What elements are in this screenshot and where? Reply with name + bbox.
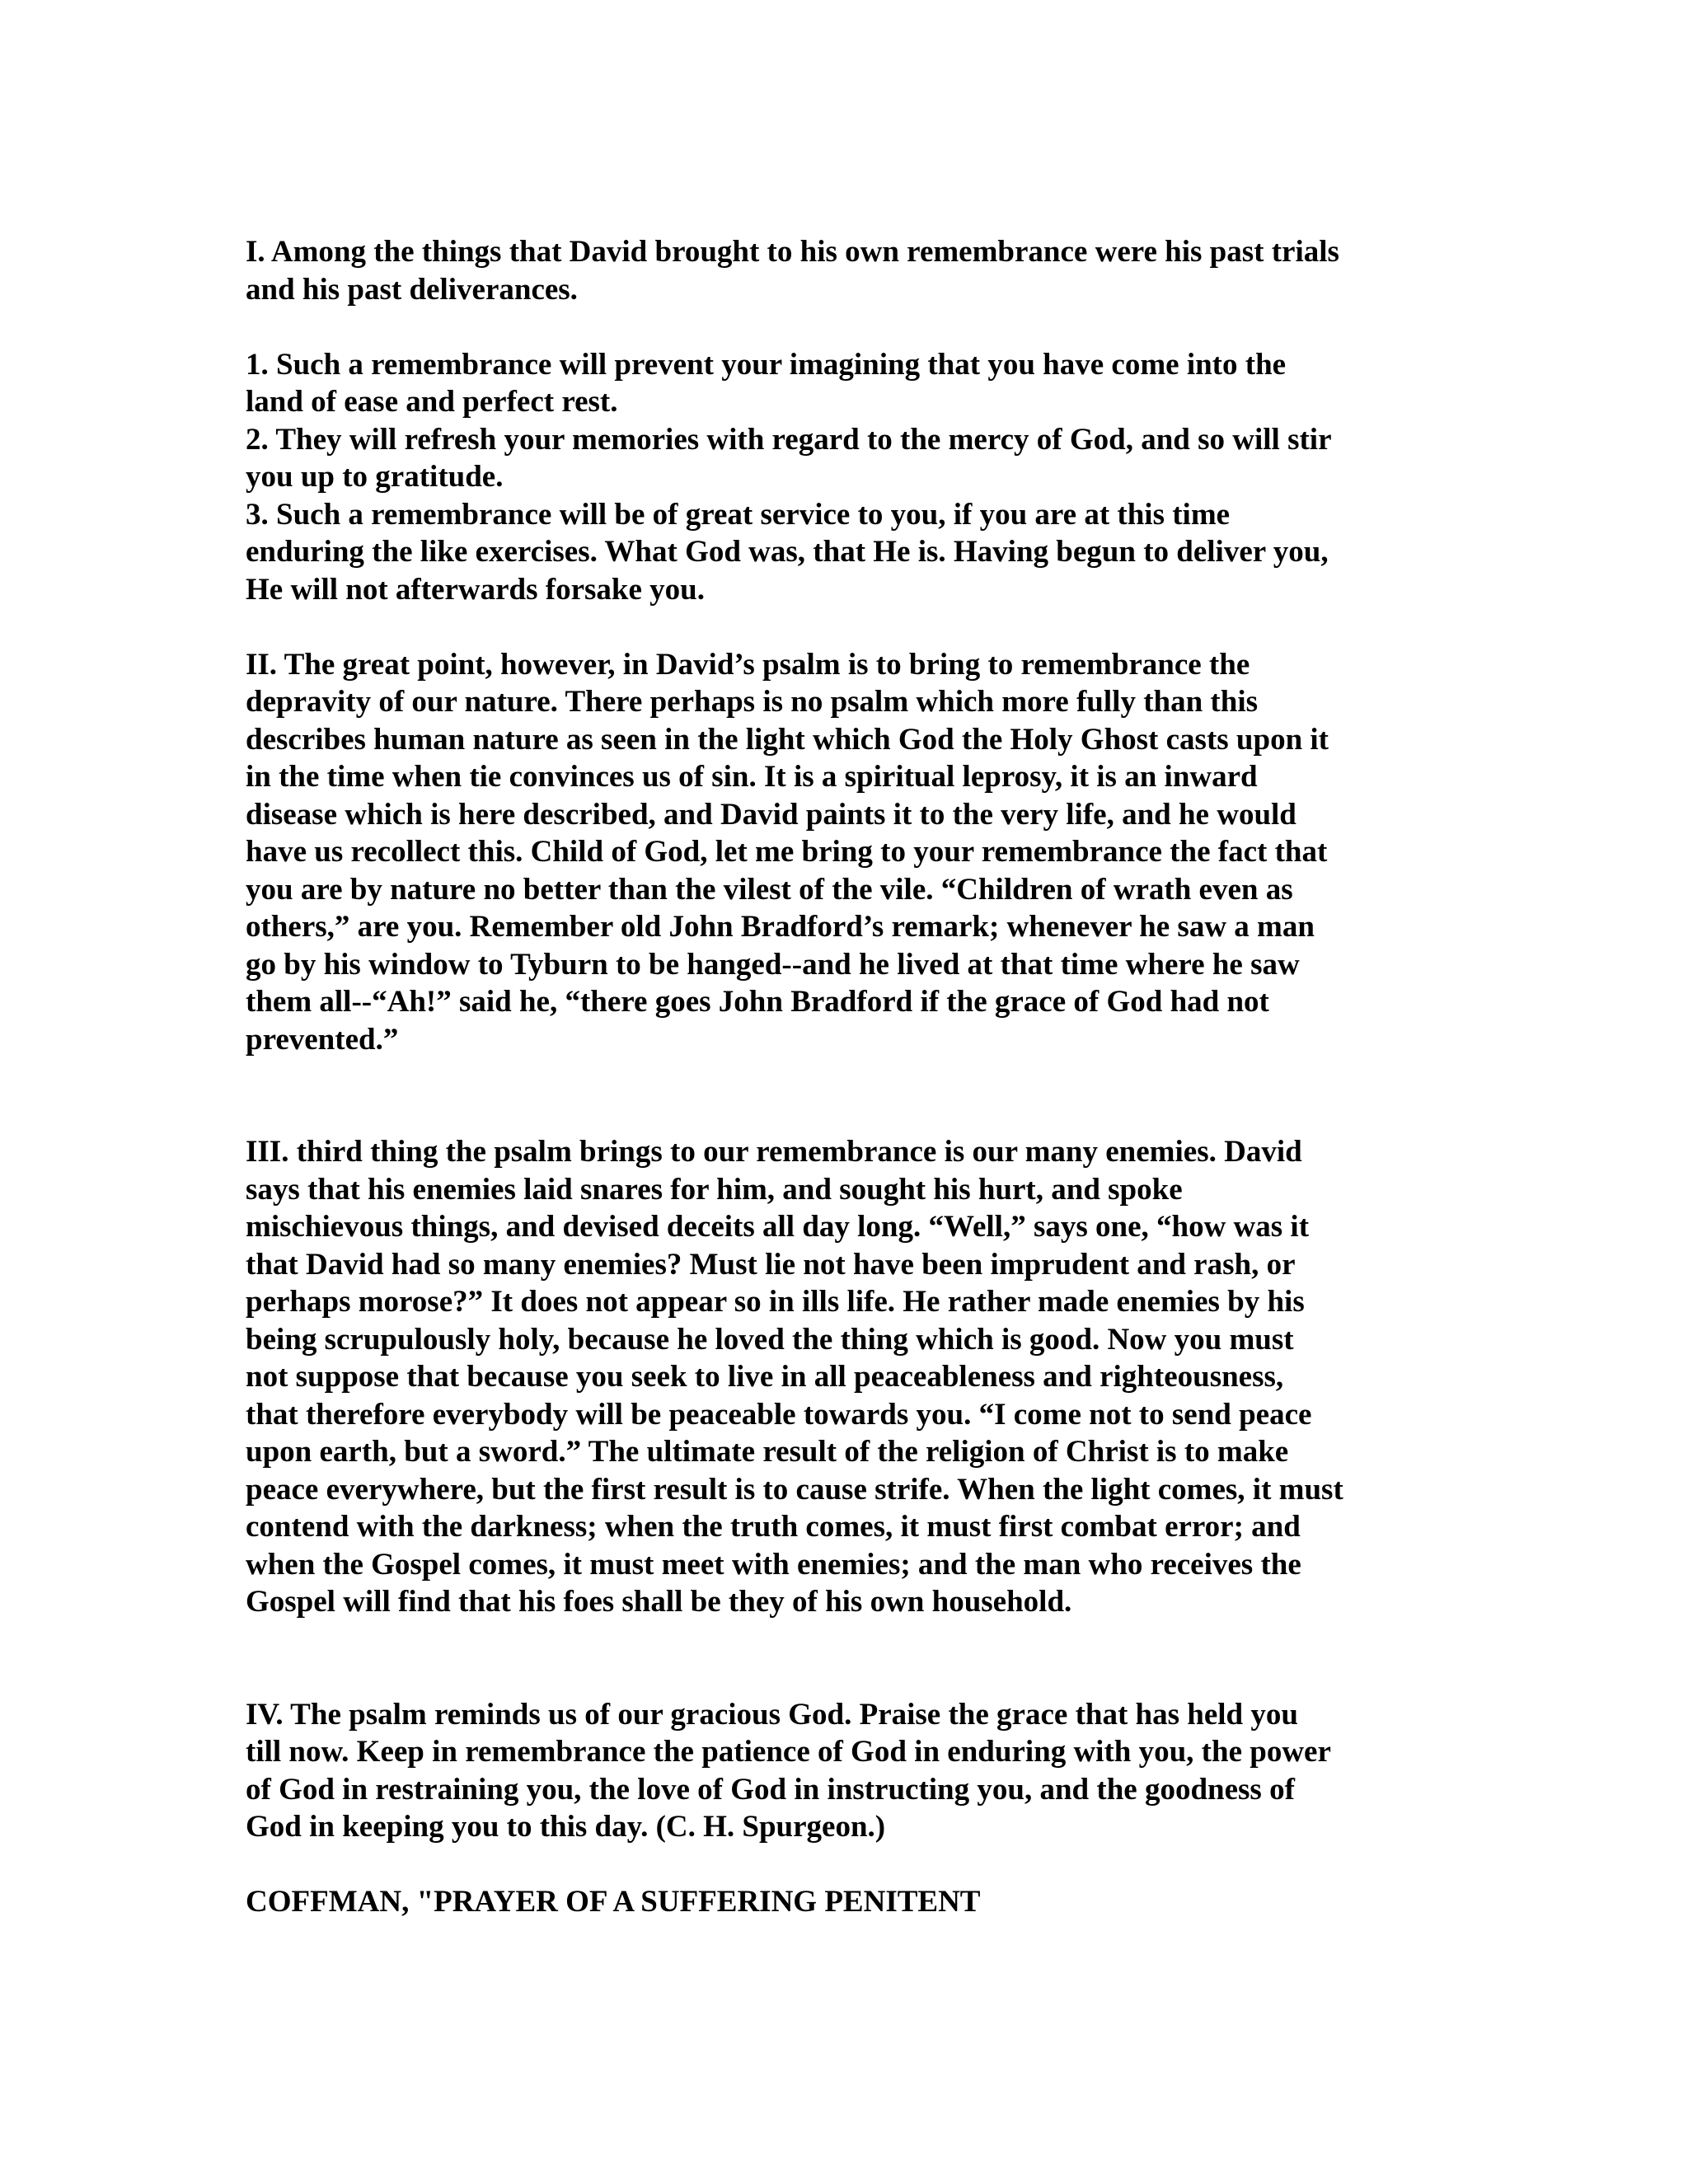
text-line: not suppose that because you seek to live in all peaceableness and righteousness, [246,1360,1284,1394]
paragraph-section-3 [246,1133,1449,1621]
text-line: prevented.” [246,1022,399,1057]
text-line: mischievous things, and devised deceits all day long. “Well,” says one, “how was it [246,1210,1310,1244]
paragraph-section-1-heading [246,233,1449,308]
paragraph-spacer [246,308,1449,346]
text-line: of God in restraining you, the love of God in instructing you, and the goodness of [246,1772,1295,1807]
text-line: depravity of our nature. There perhaps is no psalm which more fully than this [246,685,1258,719]
text-line: contend with the darkness; when the truth comes, it must first combat error; and [246,1510,1301,1544]
paragraph-coffman-heading [246,1883,1449,1921]
text-line: COFFMAN, "PRAYER OF A SUFFERING PENITENT [246,1885,981,1919]
text-line: that therefore everybody will be peaceable towards you. “I come not to send peace [246,1397,1312,1432]
text-line: III. third thing the psalm brings to our remembrance is our many enemies. David [246,1135,1302,1169]
text-line: 1. Such a remembrance will prevent your imagining that you have come into the [246,347,1287,382]
text-line: upon earth, but a sword.” The ultimate result of the religion of Christ is to make [246,1435,1289,1469]
text-line: II. The great point, however, in David’s psalm is to bring to remembrance the [246,647,1250,682]
text-line: 2. They will refresh your memories with regard to the mercy of God, and so will stir [246,422,1332,457]
text-line: perhaps morose?” It does not appear so in ills life. He rather made enemies by his [246,1285,1305,1319]
paragraph-section-1-points [246,346,1449,609]
text-line: have us recollect this. Child of God, let me bring to your remembrance the fact that [246,835,1328,869]
text-line: that David had so many enemies? Must lie not have been imprudent and rash, or [246,1247,1296,1282]
text-line: peace everywhere, but the first result is to cause strife. When the light comes, it must [246,1472,1343,1507]
text-line: God in keeping you to this day. (C. H. Spurgeon.) [246,1810,886,1844]
text-line: Gospel will find that his foes shall be they of his own household. [246,1585,1072,1619]
text-line: He will not afterwards forsake you. [246,572,705,607]
paragraph-spacer [246,1058,1449,1133]
text-line: till now. Keep in remembrance the patience of God in enduring with you, the power [246,1735,1331,1769]
text-line: you up to gratitude. [246,460,504,494]
document-body [246,233,1449,1921]
text-line: and his past deliverances. [246,272,578,307]
paragraph-spacer [246,1846,1449,1884]
text-line: I. Among the things that David brought to his own remembrance were his past trials [246,235,1339,269]
text-line: others,” are you. Remember old John Bradford’s remark; whenever he saw a man [246,910,1315,944]
text-line: describes human nature as seen in the light which God the Holy Ghost casts upon it [246,722,1329,757]
text-line: 3. Such a remembrance will be of great service to you, if you are at this time [246,497,1231,532]
text-line: disease which is here described, and David paints it to the very life, and he would [246,797,1296,832]
text-line: in the time when tie convinces us of sin. It is a spiritual leprosy, it is an inward [246,760,1258,794]
text-line: when the Gospel comes, it must meet with enemies; and the man who receives the [246,1547,1301,1582]
text-line: you are by nature no better than the vilest of the vile. “Children of wrath even as [246,872,1293,907]
text-line: go by his window to Tyburn to be hanged--and he lived at that time where he saw [246,947,1300,982]
text-line: says that his enemies laid snares for him, and sought his hurt, and spoke [246,1172,1183,1207]
text-line: IV. The psalm reminds us of our gracious God. Praise the grace that has held you [246,1697,1298,1732]
text-line: being scrupulously holy, because he loved the thing which is good. Now you must [246,1322,1294,1357]
text-line: land of ease and perfect rest. [246,385,618,419]
paragraph-spacer [246,608,1449,646]
paragraph-section-4 [246,1696,1449,1846]
paragraph-section-2 [246,646,1449,1059]
paragraph-spacer [246,1621,1449,1696]
text-line: them all--“Ah!” said he, “there goes John Bradford if the grace of God had not [246,985,1269,1019]
text-line: enduring the like exercises. What God was, that He is. Having begun to deliver you, [246,535,1329,569]
